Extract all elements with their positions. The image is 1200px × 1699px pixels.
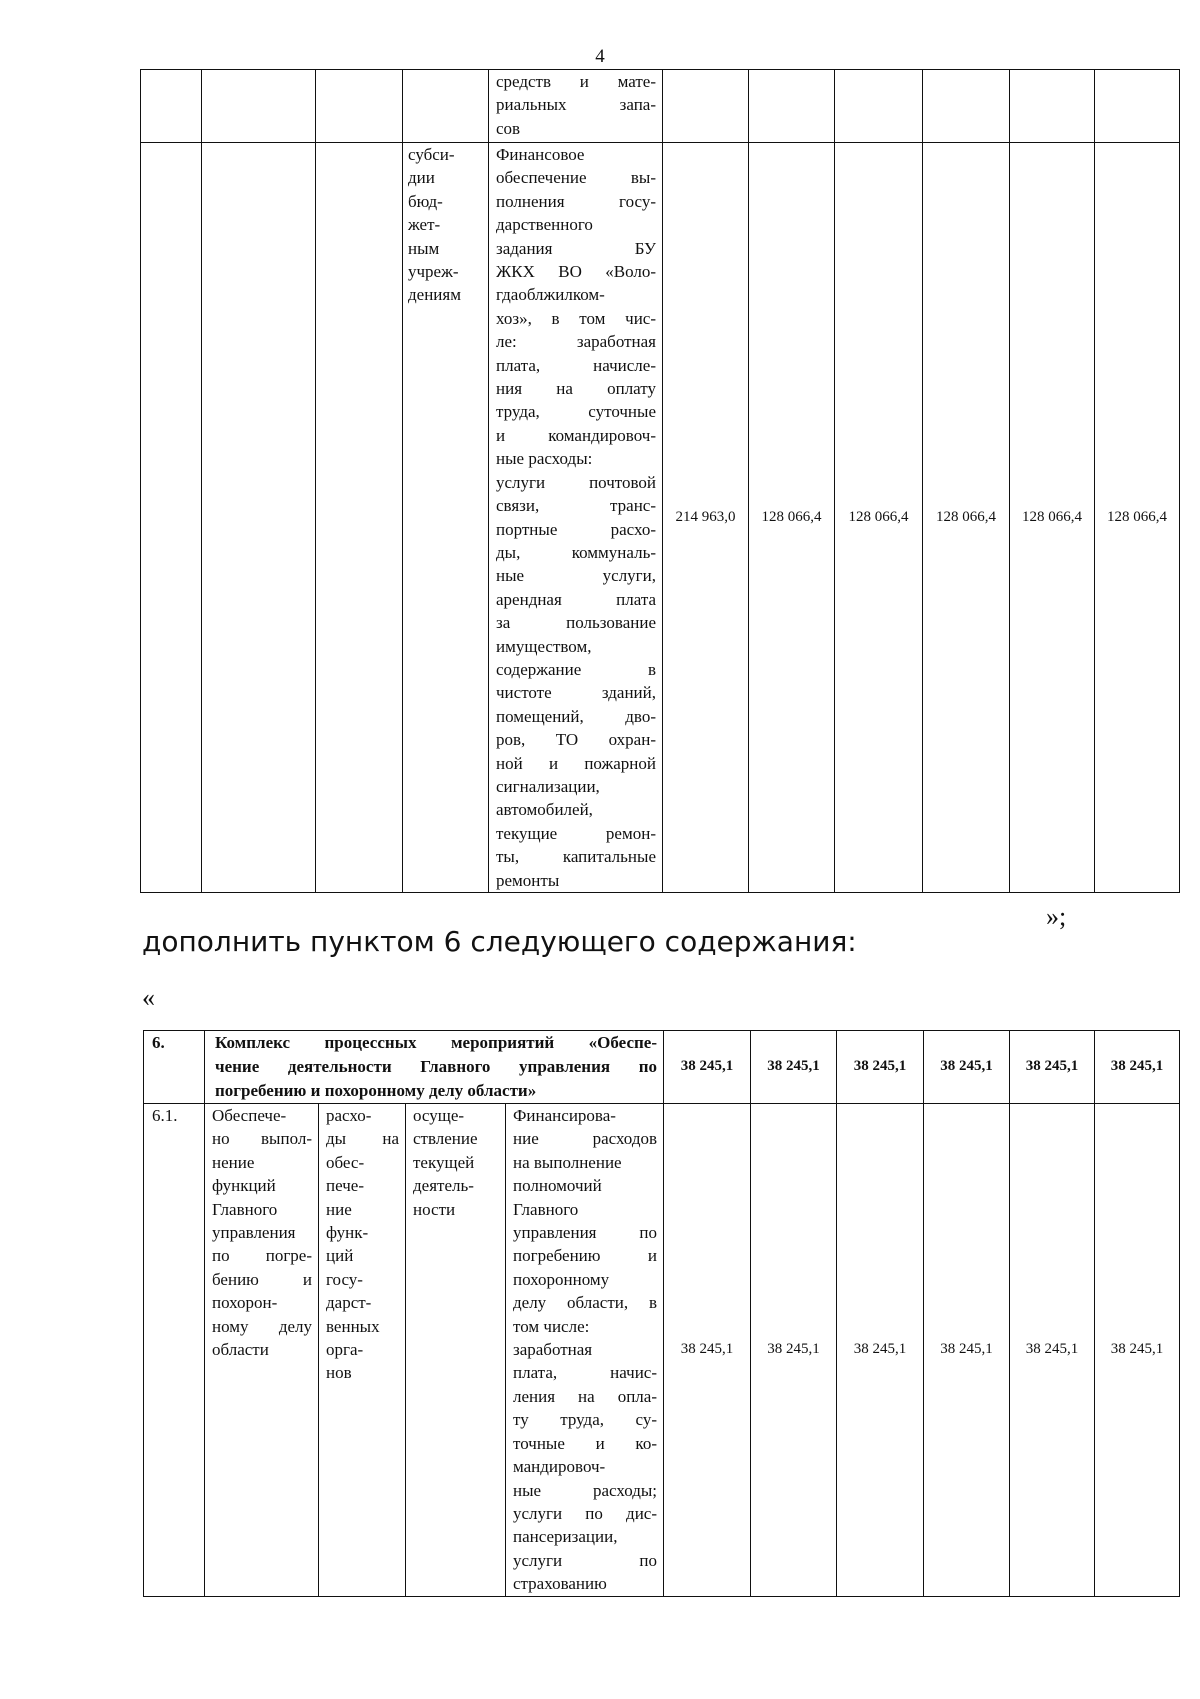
result-cell bbox=[205, 1104, 319, 1597]
description-cell bbox=[489, 143, 663, 893]
text-line: расхо- bbox=[326, 1106, 372, 1125]
value-cell: 38 245,1 bbox=[751, 1031, 837, 1104]
value-cell: 38 245,1 bbox=[1010, 1104, 1095, 1597]
value-cell: 128 066,4 bbox=[1095, 143, 1180, 893]
amendment-paragraph: дополнить пунктом 6 следующего содержания: bbox=[142, 925, 857, 958]
text-line: нов bbox=[326, 1363, 352, 1383]
text-line: дарст- bbox=[326, 1293, 372, 1313]
text-line: услуги почтовой bbox=[496, 472, 656, 492]
text-line: точные и ко- bbox=[513, 1433, 657, 1453]
opening-quote: « bbox=[142, 983, 155, 1012]
text-line: сов bbox=[496, 118, 521, 138]
text-line: и командировоч- bbox=[496, 425, 656, 445]
text-line: чение деятельности Главного управления по bbox=[215, 1057, 657, 1076]
value-cell: 128 066,4 bbox=[923, 143, 1010, 893]
budget-table-continued bbox=[140, 69, 1180, 893]
text-line: полнения госу- bbox=[496, 191, 656, 211]
text-line: мандировоч- bbox=[513, 1457, 606, 1477]
value-cell: 128 066,4 bbox=[749, 143, 835, 893]
text-line: бюд- bbox=[408, 191, 443, 211]
table-cell bbox=[1095, 70, 1180, 143]
text-line: ций bbox=[326, 1246, 354, 1266]
text-line: ды на bbox=[326, 1129, 399, 1149]
section-title bbox=[205, 1031, 664, 1104]
text-line: арендная плата bbox=[496, 589, 656, 609]
text-line: дениям bbox=[408, 285, 461, 305]
value-cell: 38 245,1 bbox=[1095, 1031, 1180, 1104]
text-line: ной и пожарной bbox=[496, 753, 656, 773]
value-cell: 38 245,1 bbox=[664, 1031, 751, 1104]
value-cell: 128 066,4 bbox=[835, 143, 923, 893]
value-cell: 38 245,1 bbox=[664, 1104, 751, 1597]
text-line: на выполнение bbox=[513, 1152, 622, 1172]
text-line: нение bbox=[212, 1152, 255, 1172]
text-line: средств и мате- bbox=[496, 72, 656, 91]
text-line: риальных запа- bbox=[496, 95, 656, 115]
text-line: ности bbox=[413, 1199, 456, 1219]
text-line: жет- bbox=[408, 215, 441, 235]
text-line: субси- bbox=[408, 145, 455, 164]
text-line: похорон- bbox=[212, 1293, 278, 1313]
text-line: ные расходы: bbox=[496, 449, 593, 469]
text-line: связи, транс- bbox=[496, 496, 656, 516]
direction-cell bbox=[319, 1104, 406, 1597]
text-line: погребению и похоронному делу области» bbox=[215, 1081, 537, 1100]
text-line: функ- bbox=[326, 1223, 369, 1243]
text-line: пансеризации, bbox=[513, 1527, 618, 1547]
text-line: по погре- bbox=[212, 1246, 312, 1266]
text-line: госу- bbox=[326, 1269, 363, 1289]
text-line: Главного bbox=[212, 1199, 278, 1219]
text-line: автомобилей, bbox=[496, 800, 593, 820]
text-line: ния на оплату bbox=[496, 379, 656, 399]
expense-type-cell bbox=[403, 143, 489, 893]
text-line: текущей bbox=[413, 1152, 475, 1172]
text-line: текущие ремон- bbox=[496, 823, 656, 843]
text-line: ремонты bbox=[496, 870, 560, 890]
text-line: ствление bbox=[413, 1129, 478, 1149]
value-cell: 38 245,1 bbox=[751, 1104, 837, 1597]
text-line: чистоте зданий, bbox=[496, 683, 656, 703]
table-cell bbox=[316, 143, 403, 893]
table-cell bbox=[923, 70, 1010, 143]
table-cell bbox=[749, 70, 835, 143]
text-line: дии bbox=[408, 168, 435, 188]
text-line: дарственного bbox=[496, 215, 593, 235]
text-line: области bbox=[212, 1340, 269, 1360]
text-line: погребению и bbox=[513, 1246, 657, 1266]
text-line: содержание в bbox=[496, 659, 656, 679]
text-line: задания БУ bbox=[496, 238, 656, 258]
text-line: обес- bbox=[326, 1152, 365, 1172]
text-line: Главного bbox=[513, 1199, 579, 1219]
text-line: ления на опла- bbox=[513, 1386, 657, 1406]
text-line: хоз», в том чис- bbox=[496, 308, 656, 328]
value-cell: 38 245,1 bbox=[1095, 1104, 1180, 1597]
text-line: функций bbox=[212, 1176, 276, 1196]
text-line: том числе: bbox=[513, 1316, 590, 1336]
table-row bbox=[141, 143, 1180, 893]
text-line: орга- bbox=[326, 1340, 364, 1360]
text-line: ние bbox=[326, 1199, 352, 1219]
text-line: обеспечение вы- bbox=[496, 168, 656, 188]
page-number: 4 bbox=[595, 46, 605, 67]
text-line: заработная bbox=[513, 1340, 593, 1360]
value-cell: 38 245,1 bbox=[837, 1104, 924, 1597]
text-line: труда, суточные bbox=[496, 402, 656, 422]
text-line: пече- bbox=[326, 1176, 364, 1196]
text-line: помещений, дво- bbox=[496, 706, 656, 726]
value-cell: 38 245,1 bbox=[924, 1031, 1010, 1104]
text-line: делу области, в bbox=[513, 1293, 657, 1313]
table-cell bbox=[202, 143, 316, 893]
table-cell bbox=[316, 70, 403, 143]
expense-type-cell bbox=[406, 1104, 506, 1597]
value-cell: 38 245,1 bbox=[837, 1031, 924, 1104]
table-cell bbox=[1010, 70, 1095, 143]
value-cell: 38 245,1 bbox=[1010, 1031, 1095, 1104]
item-number: 6. bbox=[144, 1031, 205, 1104]
budget-table-item-6 bbox=[143, 1030, 1180, 1597]
text-line: ту труда, су- bbox=[513, 1410, 657, 1430]
text-line: за пользование bbox=[496, 613, 656, 633]
description-cell bbox=[489, 70, 663, 143]
description-cell bbox=[506, 1104, 664, 1597]
text-line: ров, ТО охран- bbox=[496, 730, 656, 750]
table-cell bbox=[202, 70, 316, 143]
text-line: плата, начисле- bbox=[496, 355, 656, 375]
text-line: ным bbox=[408, 238, 440, 258]
text-line: ние расходов bbox=[513, 1129, 657, 1149]
text-line: услуги по bbox=[513, 1550, 657, 1570]
value-cell: 38 245,1 bbox=[924, 1104, 1010, 1597]
text-line: но выпол- bbox=[212, 1129, 312, 1149]
text-line: управления по bbox=[513, 1223, 657, 1243]
text-line: осуще- bbox=[413, 1106, 465, 1125]
table-cell bbox=[663, 70, 749, 143]
table-cell bbox=[141, 143, 202, 893]
text-line: управления bbox=[212, 1223, 296, 1243]
table-cell bbox=[141, 70, 202, 143]
table-row bbox=[144, 1031, 1180, 1104]
text-line: ЖКХ ВО «Воло- bbox=[496, 262, 656, 282]
text-line: ты, капитальные bbox=[496, 847, 656, 867]
text-line: Финансовое bbox=[496, 145, 585, 164]
text-line: ды, коммуналь- bbox=[496, 542, 656, 562]
text-line: услуги по дис- bbox=[513, 1503, 657, 1523]
text-line: сигнализации, bbox=[496, 776, 600, 796]
text-line: ле: заработная bbox=[496, 332, 656, 352]
text-line: страхованию bbox=[513, 1574, 607, 1594]
text-line: ные услуги, bbox=[496, 566, 656, 586]
text-line: Финансирова- bbox=[513, 1106, 616, 1125]
text-line: имуществом, bbox=[496, 636, 592, 656]
text-line: плата, начис- bbox=[513, 1363, 657, 1383]
table-cell bbox=[835, 70, 923, 143]
text-line: полномочий bbox=[513, 1176, 602, 1196]
item-number: 6.1. bbox=[144, 1104, 205, 1597]
text-line: ному делу bbox=[212, 1316, 312, 1336]
value-cell: 128 066,4 bbox=[1010, 143, 1095, 893]
text-line: ные расходы; bbox=[513, 1480, 657, 1500]
table-row bbox=[141, 70, 1180, 143]
table-row bbox=[144, 1104, 1180, 1597]
text-line: венных bbox=[326, 1316, 380, 1336]
text-line: учреж- bbox=[408, 262, 459, 282]
text-line: гдаоблжилком- bbox=[496, 285, 605, 305]
text-line: портные расхо- bbox=[496, 519, 656, 539]
value-cell: 214 963,0 bbox=[663, 143, 749, 893]
text-line: деятель- bbox=[413, 1176, 474, 1196]
table-cell bbox=[403, 70, 489, 143]
text-line: Комплекс процессных мероприятий «Обеспе- bbox=[215, 1033, 657, 1052]
closing-quote: »; bbox=[1046, 902, 1067, 931]
text-line: Обеспече- bbox=[212, 1106, 287, 1125]
text-line: похоронному bbox=[513, 1269, 610, 1289]
text-line: бению и bbox=[212, 1269, 312, 1289]
